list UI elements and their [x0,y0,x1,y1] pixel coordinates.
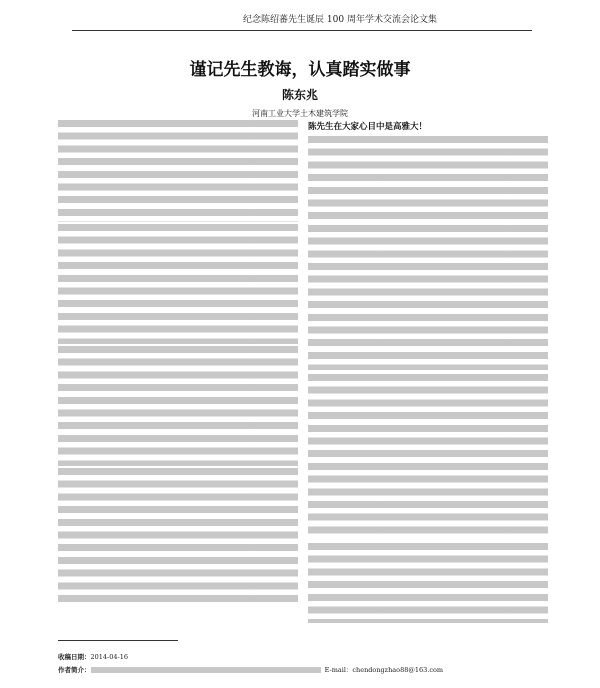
footnote-rule [58,640,178,641]
author-email: E-mail：chendongzhao88@163.com [324,666,444,674]
footnote-received [58,652,558,663]
running-header: 纪念陈绍蕃先生诞辰 100 周年学术交流会论文集 [243,15,437,25]
right-column [308,120,548,623]
paragraph [308,543,548,623]
left-column [58,120,298,602]
header-rule [72,30,532,31]
paragraph [58,120,298,222]
paragraph [308,374,548,539]
paragraph-line: 陈先生在大家心目中是高雅大！ [308,122,428,132]
paragraph [58,346,298,466]
received-label: 收稿日期： [58,653,91,661]
author-bio-label: 作者简介： [58,666,91,674]
paragraph [308,136,548,370]
article-affiliation: 河南工业大学土木建筑学院 [252,109,348,118]
article-title: 谨记先生教诲，认真踏实做事 [189,60,411,80]
paragraph [58,468,298,602]
footnote-author-bio [58,665,558,676]
received-value: 2014-04-16 [90,653,128,661]
author-bio-placeholder [91,667,321,673]
article-author: 陈东兆 [281,88,318,102]
paragraph [58,224,298,344]
